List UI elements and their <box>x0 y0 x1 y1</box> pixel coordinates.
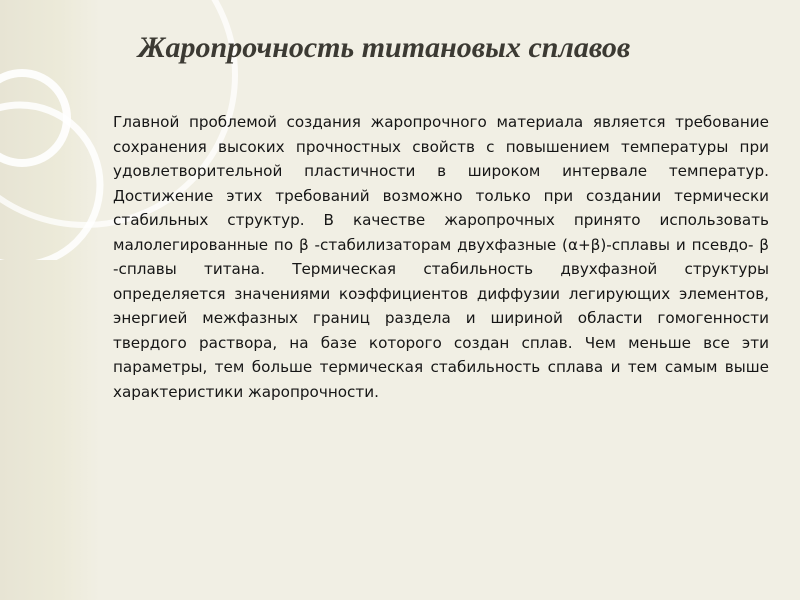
decorative-ring-medium <box>0 105 100 260</box>
slide-body-text: Главной проблемой создания жаропрочного материала является требование сохранения высоких прочностных свойств с повышением температуры при удовлетворительной пластичности в широком интервале температур. Достижение этих требований возможно только при создании термически стабильных структур. В качестве жаропрочных принято использовать малолегированные по β -стабилизаторам двухфазные (α+β)-сплавы и псевдо- β -сплавы титана. Термическая стабильность двухфазной структуры определяется значениями коэффициентов диффузии легирующих элементов, энергией межфазных границ раздела и шириной области гомогенности твердого раствора, на базе которого создан сплав. Чем меньше все эти параметры, тем больше термическая стабильность сплава и тем самым выше характеристики жаропрочности. <box>113 113 769 401</box>
slide-title: Жаропрочность титановых сплавов <box>138 31 631 64</box>
